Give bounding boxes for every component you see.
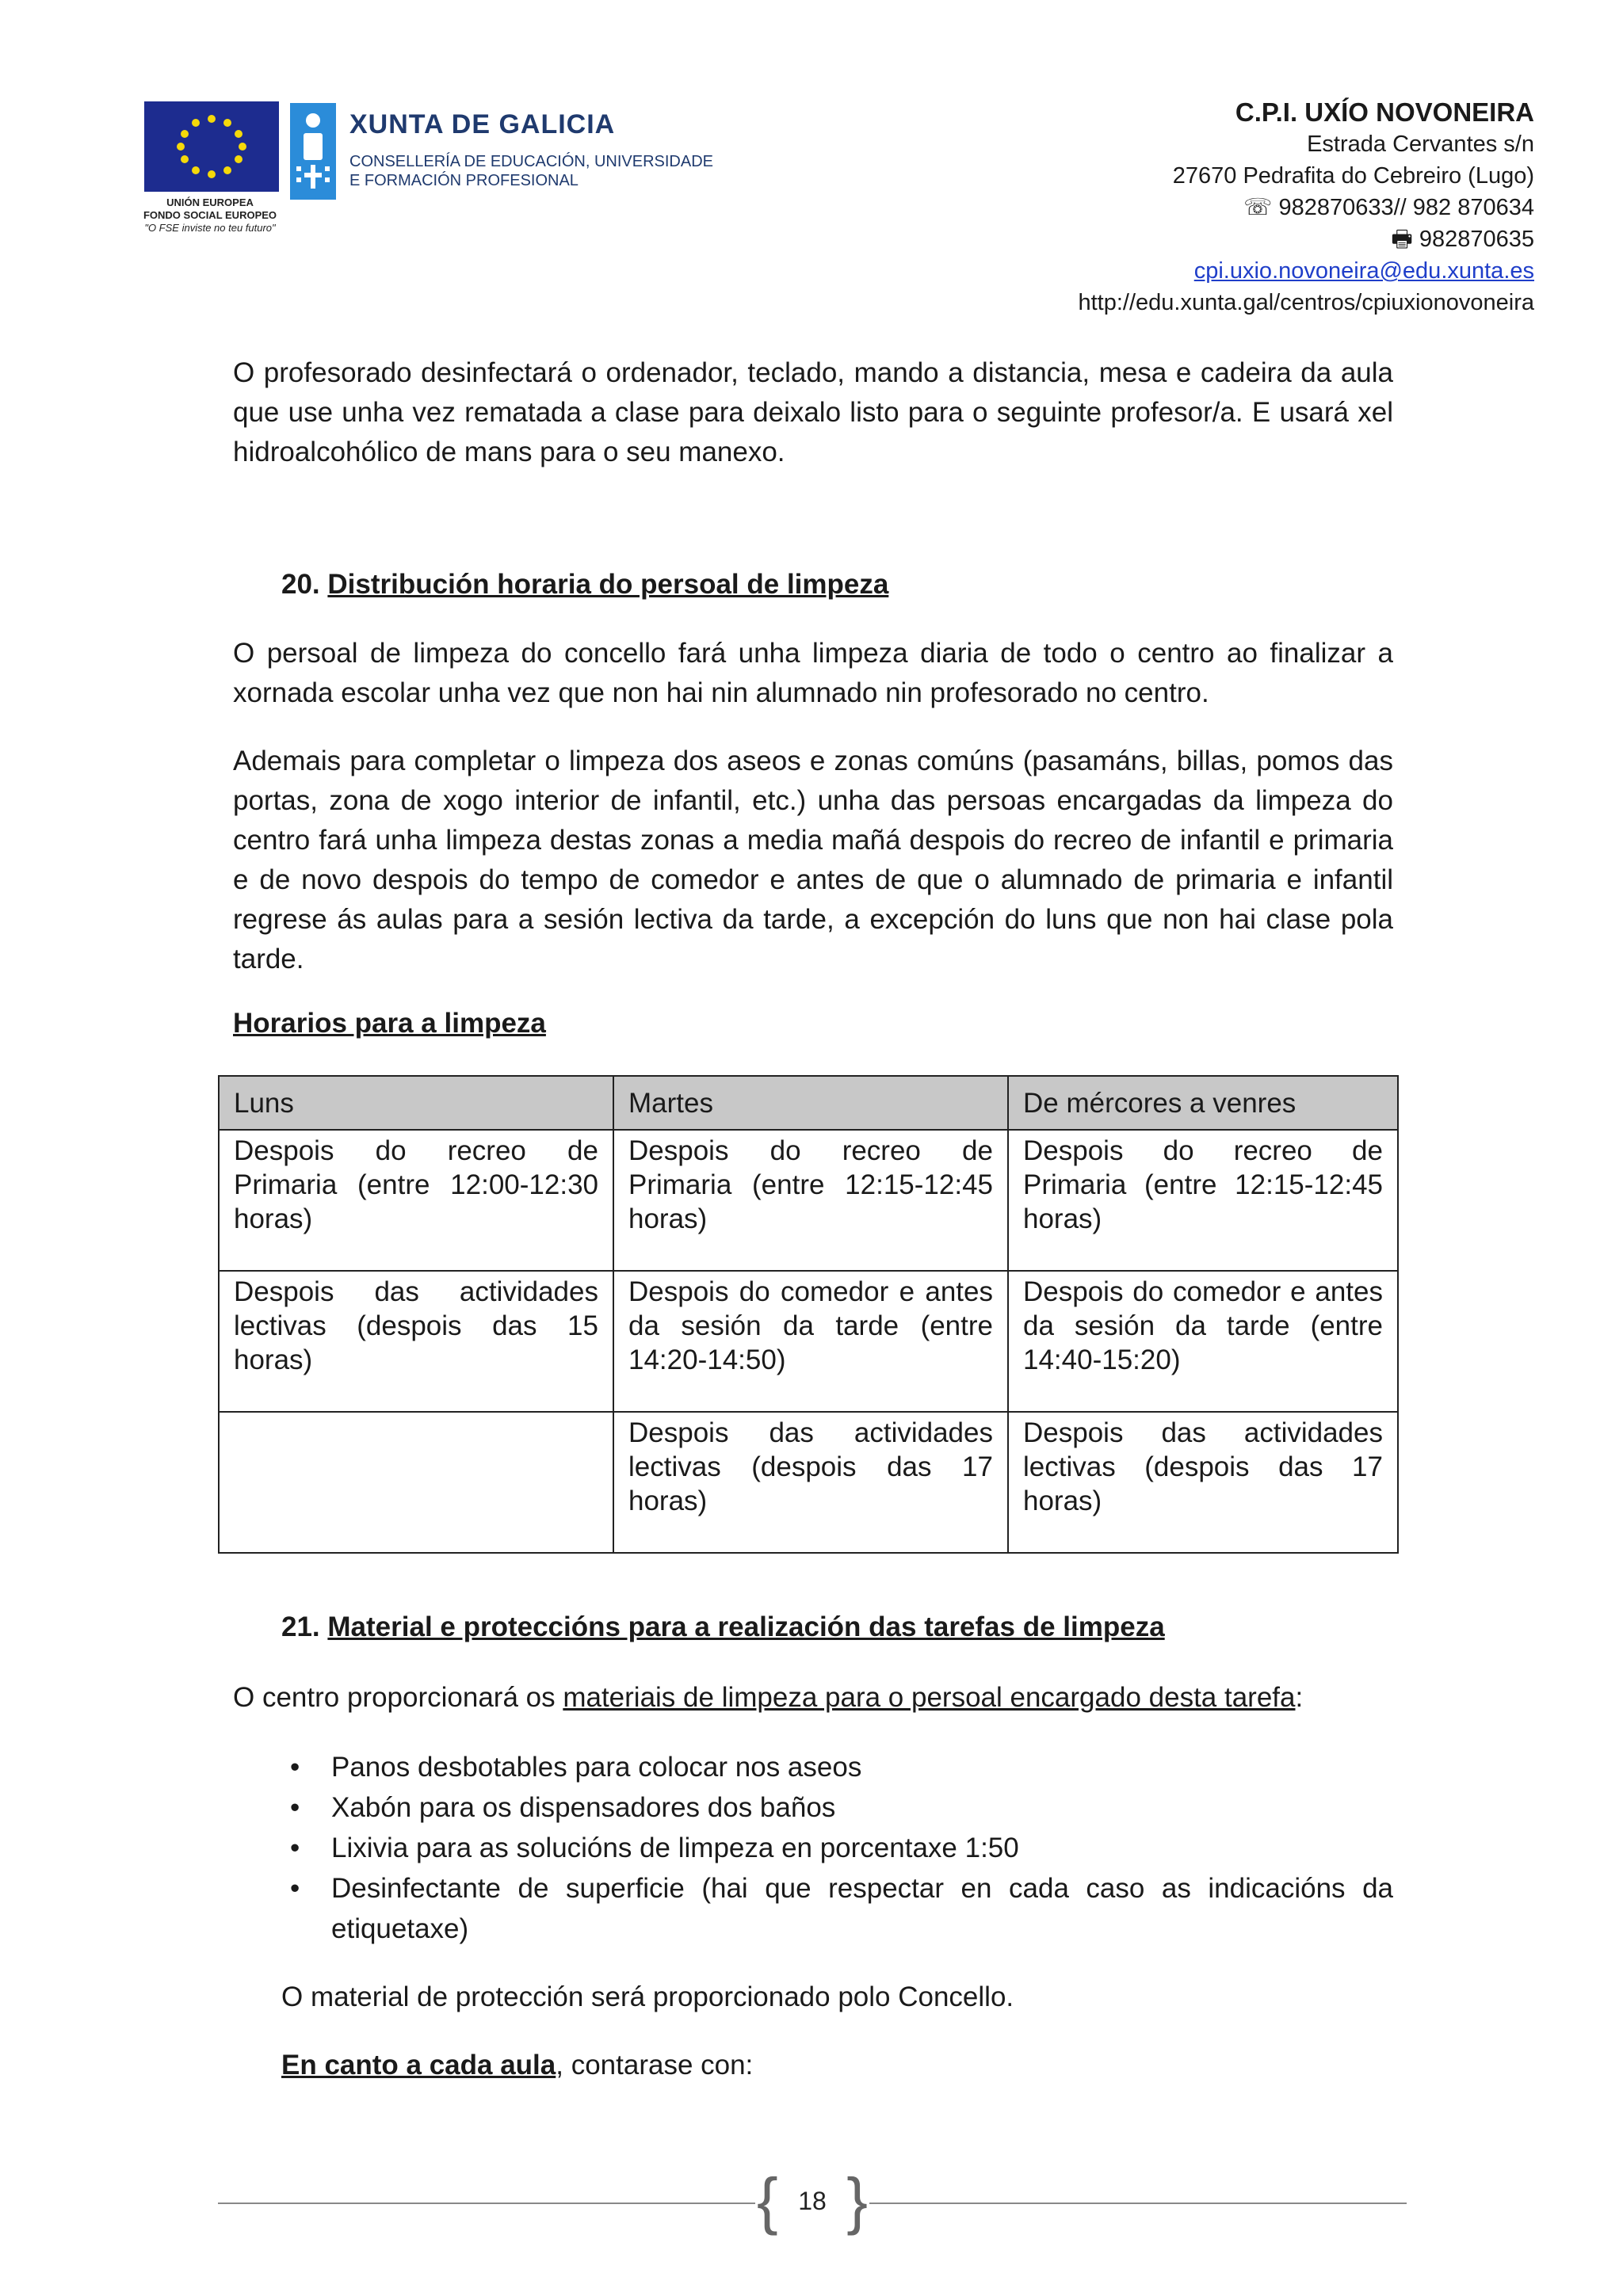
section-21-intro-after: : (1295, 1682, 1304, 1713)
materials-list (233, 1747, 1393, 1949)
list-item-text: Desinfectante de superficie (hai que respectar en cada caso as indicacións da etiquetaxe) (331, 1873, 1393, 1944)
table-header-cell: Martes (613, 1076, 1008, 1130)
school-name: C.P.I. UXÍO NOVONEIRA (1235, 97, 1534, 127)
table-header-row (219, 1076, 1398, 1130)
section-20-title: Distribución horaria do persoal de limpeza (327, 569, 889, 600)
eu-slogan: "O FSE inviste no teu futuro" (144, 222, 276, 234)
table-header-cell: De mércores a venres (1008, 1076, 1398, 1130)
footer-divider-left (218, 2203, 755, 2204)
section-21-heading (281, 1611, 1165, 1643)
classroom-text (281, 2046, 1391, 2085)
section-21-title: Material e proteccións para a realización das tarefas de limpeza (327, 1611, 1165, 1642)
list-item-text: Xabón para os dispensadores dos baños (331, 1792, 836, 1823)
bullet-icon: • (290, 1792, 300, 1823)
section-21-number: 21. (281, 1611, 320, 1642)
section-21-intro-underlined: materiais de limpeza para o persoal encargado desta tarefa (563, 1682, 1296, 1713)
left-brace-icon: { (757, 2165, 778, 2236)
footer-divider-right (869, 2203, 1407, 2204)
xunta-name: XUNTA DE GALICIA (349, 109, 616, 139)
eu-flag-icon (144, 101, 279, 192)
table-cell (219, 1412, 613, 1553)
table-row (219, 1130, 1398, 1271)
schedule-heading: Horarios para a limpeza (233, 1008, 546, 1039)
eu-logo (127, 101, 285, 235)
intro-paragraph: O profesorado desinfectará o ordenador, teclado, mando a distancia, mesa e cadeira da aula que use unha vez rematada a clase para deixalo listo para o seguinte profesor/a. E usará xel hidroalcohólico de mans para o seu manexo. (233, 357, 1393, 467)
bullet-icon: • (290, 1833, 300, 1863)
galicia-emblem-icon (290, 103, 336, 200)
table-header-cell: Luns (219, 1076, 613, 1130)
classroom-rest: , contarase con: (556, 2050, 754, 2081)
cleaning-schedule-table (218, 1075, 1399, 1554)
table-cell: Despois do comedor e antes da sesión da tarde (entre 14:40-15:20) (1008, 1271, 1398, 1412)
list-item (233, 1747, 1393, 1787)
list-item-text: Lixivia para as solucións de limpeza en porcentaxe 1:50 (331, 1833, 1019, 1863)
address-line-1: Estrada Cervantes s/n (1307, 132, 1534, 157)
classroom-bold: En canto a cada aula (281, 2050, 556, 2081)
eu-label-2: FONDO SOCIAL EUROPEO (143, 209, 277, 221)
right-brace-icon: } (846, 2165, 868, 2236)
table-row (219, 1412, 1398, 1553)
protection-text: O material de protección será proporcionado polo Concello. (281, 1981, 1014, 2012)
page-number-box (757, 2165, 868, 2236)
list-item (233, 1868, 1393, 1949)
list-item (233, 1787, 1393, 1828)
section-20-heading (281, 569, 888, 601)
table-row (219, 1271, 1398, 1412)
table-cell: Despois do recreo de Primaria (entre 12:00-12:30 horas) (219, 1130, 613, 1271)
xunta-dept-2: E FORMACIÓN PROFESIONAL (349, 172, 579, 189)
table-cell: Despois do comedor e antes da sesión da tarde (entre 14:20-14:50) (613, 1271, 1008, 1412)
fax: 🖶 982870635 (1391, 227, 1534, 252)
table-cell: Despois do recreo de Primaria (entre 12:15-12:45 horas) (1008, 1130, 1398, 1271)
xunta-dept-1: CONSELLERÍA DE EDUCACIÓN, UNIVERSIDADE (349, 153, 713, 170)
list-item-text: Panos desbotables para colocar nos aseos (331, 1752, 862, 1783)
email-link[interactable]: cpi.uxio.novoneira@edu.xunta.es (1193, 258, 1534, 284)
school-info (1078, 97, 1534, 318)
section-21-intro (233, 1678, 1393, 1718)
bullet-icon: • (290, 1752, 300, 1783)
table-cell: Despois do recreo de Primaria (entre 12:15-12:45 horas) (613, 1130, 1008, 1271)
list-item (233, 1828, 1393, 1868)
website: http://edu.xunta.gal/centros/cpiuxionovoneira (1078, 290, 1534, 315)
phone: ☏ 982870633// 982 870634 (1243, 195, 1534, 220)
page-number: 18 (798, 2187, 827, 2215)
section-20-number: 20. (281, 569, 320, 600)
section-20-paragraph-2: Ademais para completar o limpeza dos aseos e zonas comúns (pasamáns, billas, pomos das portas, zona de xogo interior de infantil, etc.) unha das persoas encargadas da limpeza do centro fará unha limpeza destas zonas a media mañá despois do recreo de infantil e primaria e de novo despois do tempo de comedor e antes de que o alumnado de primaria e infantil regrese ás aulas para a sesión lectiva da tarde, a excepción do luns que non hai clase pola tarde. (233, 746, 1393, 974)
bullet-icon: • (290, 1873, 300, 1904)
table-cell: Despois das actividades lectivas (despois das 17 horas) (1008, 1412, 1398, 1553)
address-line-2: 27670 Pedrafita do Cebreiro (Lugo) (1172, 163, 1534, 189)
eu-label-1: UNIÓN EUROPEA (166, 196, 254, 208)
table-cell: Despois das actividades lectivas (despois das 15 horas) (219, 1271, 613, 1412)
table-cell: Despois das actividades lectivas (despois das 17 horas) (613, 1412, 1008, 1553)
section-20-paragraph-1: O persoal de limpeza do concello fará unha limpeza diaria de todo o centro ao finalizar a xornada escolar unha vez que non hai nin alumnado nin profesorado no centro. (233, 638, 1393, 708)
section-21-intro-before: O centro proporcionará os (233, 1682, 563, 1713)
